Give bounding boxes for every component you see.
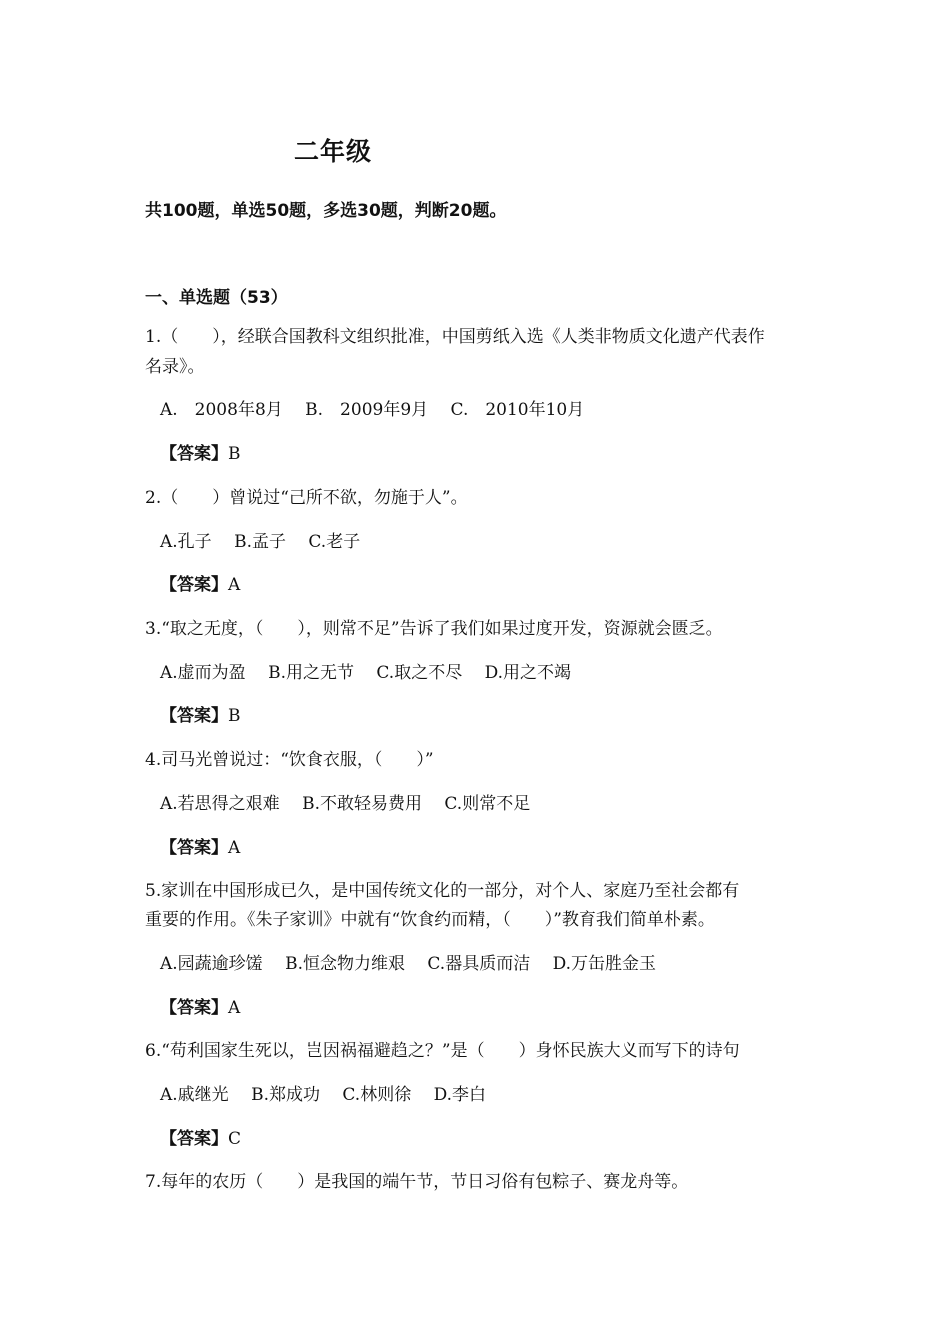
answer-value: A [228, 998, 241, 1018]
answer-value: B [228, 444, 241, 464]
answer-label: 【答案】 [160, 444, 228, 464]
question-5-stem-line-2: 重要的作用。《朱子家训》中就有“饮食约而精，（ ）”教育我们简单朴素。 [145, 910, 715, 930]
answer-label: 【答案】 [160, 1129, 228, 1149]
question-3-options: A.虚而为盈 B.用之无节 C.取之不尽 D.用之不竭 [160, 663, 572, 683]
question-6-options: A.戚继光 B.郑成功 C.林则徐 D.李白 [160, 1085, 487, 1105]
question-summary: 共100题，单选50题，多选30题，判断20题。 [145, 201, 507, 221]
answer-value: C [228, 1129, 242, 1149]
question-6-stem-line-1: 6.“苟利国家生死以，岂因祸福避趋之？”是（ ）身怀民族大义而写下的诗句 [145, 1041, 740, 1061]
answer-label: 【答案】 [160, 998, 228, 1018]
question-4-options: A.若思得之艰难 B.不敢轻易费用 C.则常不足 [160, 794, 531, 814]
question-5-options: A.园蔬逾珍馐 B.恒念物力维艰 C.器具质而洁 D.万缶胜金玉 [160, 954, 657, 974]
section-heading: 一、单选题（53） [145, 288, 288, 308]
question-2-answer [160, 574, 240, 596]
question-4-answer [160, 837, 240, 859]
question-3-answer [160, 705, 241, 727]
page-title: 二年级 [294, 137, 373, 166]
question-5-stem-line-1: 5.家训在中国形成已久，是中国传统文化的一部分，对个人、家庭乃至社会都有 [145, 881, 740, 901]
question-1-answer [160, 443, 241, 465]
question-1-options: A. 2008年8月 B. 2009年9月 C. 2010年10月 [160, 400, 585, 420]
question-7-stem-line-1: 7.每年的农历（ ）是我国的端午节，节日习俗有包粽子、赛龙舟等。 [145, 1172, 689, 1192]
question-4-stem-line-1: 4.司马光曾说过：“饮食衣服，（ ）” [145, 750, 434, 770]
answer-label: 【答案】 [160, 575, 228, 595]
question-5-answer [160, 997, 240, 1019]
answer-label: 【答案】 [160, 838, 228, 858]
answer-value: A [228, 838, 241, 858]
question-1-stem-line-1: 1.（ ），经联合国教科文组织批准，中国剪纸入选《人类非物质文化遗产代表作 [145, 327, 765, 347]
answer-value: A [228, 575, 241, 595]
question-6-answer [160, 1128, 241, 1150]
question-3-stem-line-1: 3.“取之无度，（ ），则常不足”告诉了我们如果过度开发，资源就会匮乏。 [145, 619, 723, 639]
question-2-stem-line-1: 2.（ ）曾说过“己所不欲，勿施于人”。 [145, 488, 468, 508]
answer-value: B [228, 706, 241, 726]
answer-label: 【答案】 [160, 706, 228, 726]
question-1-stem-line-2: 名录》。 [145, 357, 205, 377]
question-2-options: A.孔子 B.孟子 C.老子 [160, 532, 361, 552]
